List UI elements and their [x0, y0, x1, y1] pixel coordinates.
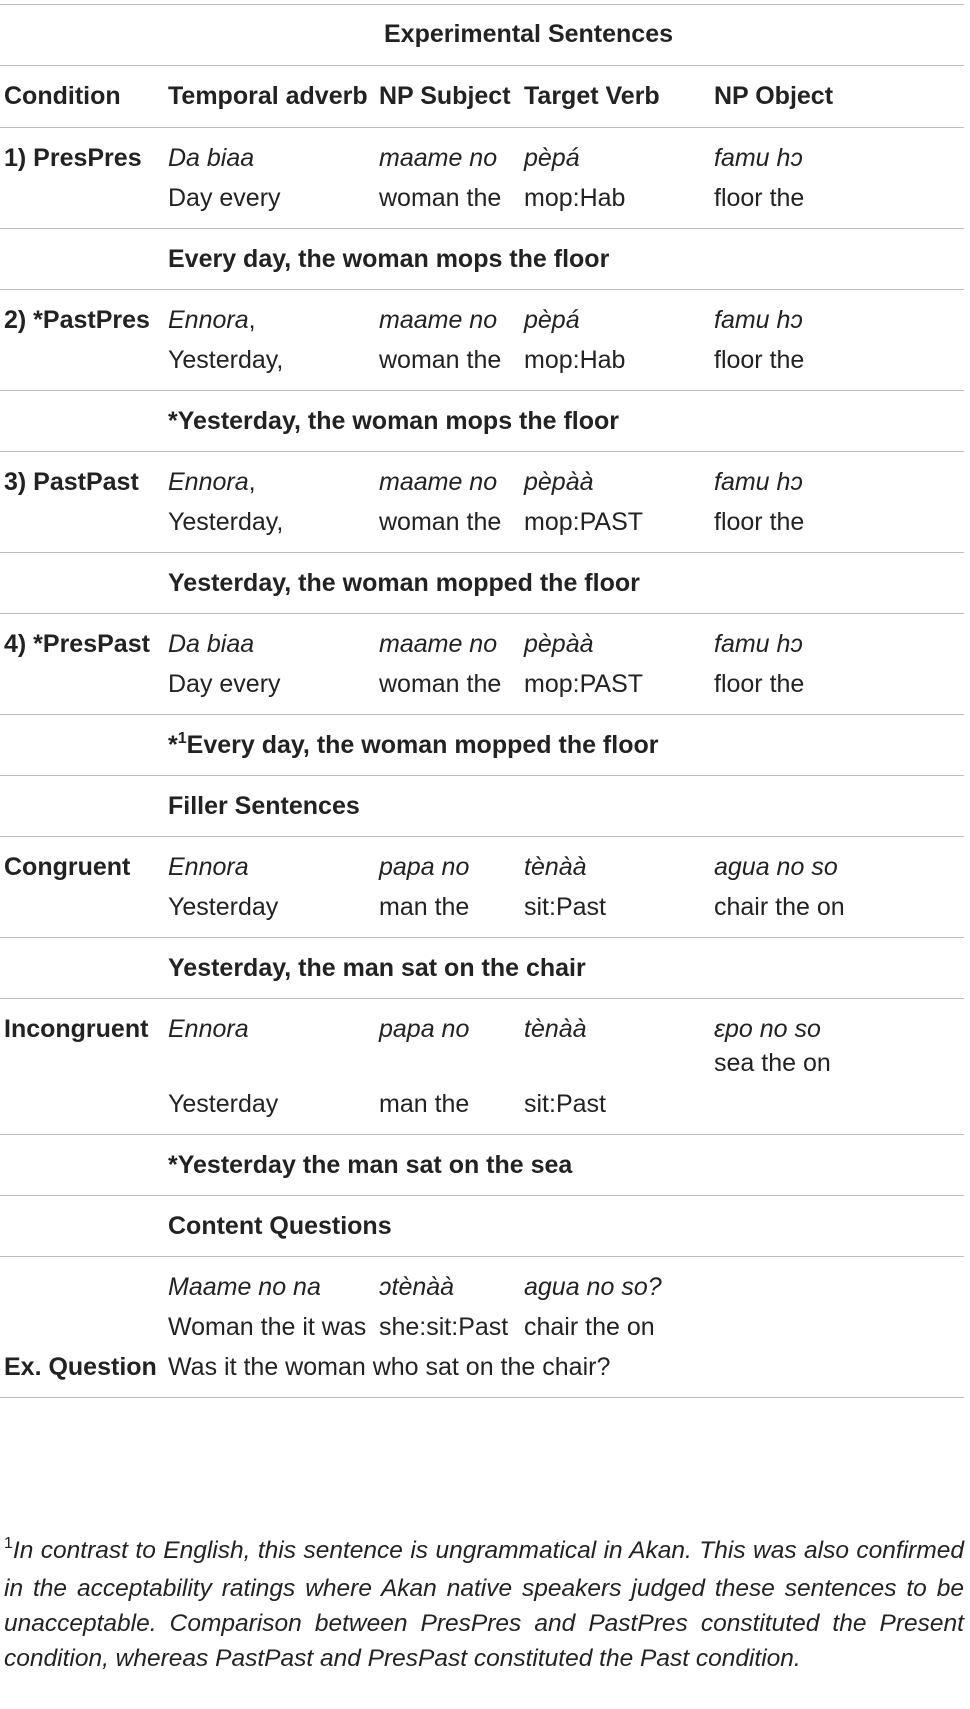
footnote-marker: 1: [4, 1535, 13, 1552]
akan-question-verb: ɔtènàà: [379, 1273, 455, 1301]
asterisk-marker: *: [168, 731, 178, 759]
footnote-marker: 1: [177, 730, 187, 747]
gloss-adverb: Day every: [168, 670, 281, 698]
akan-verb: tènàà: [524, 853, 587, 881]
condition-label: 1) PresPres: [4, 144, 142, 172]
header-target-verb: Target Verb: [524, 82, 660, 110]
gloss-subject: woman the: [379, 346, 502, 374]
akan-adverb-comma: ,: [248, 306, 256, 334]
akan-verb: tènàà: [524, 1015, 587, 1043]
gloss-object: sea the on: [714, 1049, 831, 1077]
row-divider: [0, 228, 964, 229]
gloss-adverb: Yesterday: [168, 1090, 279, 1118]
akan-adverb-comma: ,: [248, 468, 256, 496]
gloss-verb: mop:PAST: [524, 670, 644, 698]
english-translation: Every day, the woman mops the floor: [168, 245, 610, 273]
akan-subject: papa no: [379, 853, 470, 881]
gloss-adverb: Yesterday: [168, 893, 279, 921]
gloss-subject: man the: [379, 1090, 470, 1118]
row-divider: [0, 451, 964, 452]
akan-object: famu hɔ: [714, 468, 803, 496]
example-question-text: Was it the woman who sat on the chair?: [168, 1353, 611, 1381]
condition-label: Congruent: [4, 853, 131, 881]
row-divider: [0, 836, 964, 837]
akan-subject: maame no: [379, 306, 498, 334]
row-divider: [0, 775, 964, 776]
gloss-object: floor the: [714, 670, 805, 698]
gloss-question-part: Woman the it was: [168, 1313, 367, 1341]
row-divider: [0, 390, 964, 391]
condition-label: 2) *PastPres: [4, 306, 150, 334]
footnote-text: In contrast to English, this sentence is ungrammatical in Akan. This was also confirmed in the acceptability ratings where Akan native speakers judged these sentences to be unacceptable. Comparison between PresPres and PastPres constituted the Present condition, whereas PastPast and PresPast constituted the Past condition.: [4, 1537, 964, 1672]
row-divider: [0, 552, 964, 553]
header-np-subject: NP Subject: [379, 82, 511, 110]
condition-label: 4) *PresPast: [4, 630, 150, 658]
gloss-object: floor the: [714, 508, 805, 536]
row-divider: [0, 998, 964, 999]
gloss-adverb: Yesterday,: [168, 508, 284, 536]
condition-label: Incongruent: [4, 1015, 149, 1043]
gloss-subject: woman the: [379, 508, 502, 536]
akan-question-part: Maame no na: [168, 1273, 321, 1301]
gloss-subject: woman the: [379, 184, 502, 212]
header-np-object: NP Object: [714, 82, 834, 110]
condition-label: 3) PastPast: [4, 468, 139, 496]
gloss-question-object: chair the on: [524, 1313, 655, 1341]
row-divider: [0, 937, 964, 938]
akan-adverb: Da biaa: [168, 144, 255, 172]
rule-spanner: [0, 65, 964, 66]
gloss-object: floor the: [714, 184, 805, 212]
akan-verb: pèpá: [524, 306, 580, 334]
filler-heading: Filler Sentences: [168, 792, 360, 820]
translation-text: Every day, the woman mopped the floor: [186, 731, 659, 759]
akan-adverb: Ennora: [168, 853, 249, 881]
gloss-verb: mop:PAST: [524, 508, 644, 536]
row-divider: [0, 714, 964, 715]
gloss-adverb: Day every: [168, 184, 281, 212]
spanner-heading: Experimental Sentences: [384, 20, 674, 48]
akan-adverb-word: Ennora: [168, 468, 249, 496]
rule-header: [0, 127, 964, 128]
akan-adverb-word: Ennora: [168, 306, 249, 334]
row-divider: [0, 289, 964, 290]
akan-object: famu hɔ: [714, 630, 803, 658]
english-translation: Yesterday, the woman mopped the floor: [168, 569, 640, 597]
table-footnote: [4, 1533, 964, 1676]
akan-object: agua no so: [714, 853, 838, 881]
akan-object: famu hɔ: [714, 144, 803, 172]
gloss-verb: mop:Hab: [524, 346, 626, 374]
akan-adverb: [168, 466, 256, 498]
akan-adverb: [168, 304, 256, 336]
gloss-object: chair the on: [714, 893, 845, 921]
gloss-subject: woman the: [379, 670, 502, 698]
gloss-verb: sit:Past: [524, 1090, 606, 1118]
content-heading: Content Questions: [168, 1212, 392, 1240]
akan-verb: pèpá: [524, 144, 580, 172]
akan-subject: maame no: [379, 630, 498, 658]
row-divider: [0, 1256, 964, 1257]
row-divider: [0, 613, 964, 614]
gloss-verb: sit:Past: [524, 893, 606, 921]
akan-subject: maame no: [379, 144, 498, 172]
akan-verb: pèpàà: [524, 468, 594, 496]
gloss-question-verb: she:sit:Past: [379, 1313, 509, 1341]
gloss-object: floor the: [714, 346, 805, 374]
rule-bottom: [0, 1397, 964, 1398]
akan-object: ɛpo no so: [714, 1015, 821, 1043]
gloss-adverb: Yesterday,: [168, 346, 284, 374]
english-translation: [168, 729, 658, 765]
row-divider: [0, 1134, 964, 1135]
gloss-verb: mop:Hab: [524, 184, 626, 212]
akan-object: famu hɔ: [714, 306, 803, 334]
row-divider: [0, 1195, 964, 1196]
akan-subject: papa no: [379, 1015, 470, 1043]
rule-top: [0, 4, 964, 5]
akan-adverb: Ennora: [168, 1015, 249, 1043]
header-temporal-adverb: Temporal adverb: [168, 82, 368, 110]
example-question-label: Ex. Question: [4, 1353, 157, 1381]
gloss-subject: man the: [379, 893, 470, 921]
akan-verb: pèpàà: [524, 630, 594, 658]
akan-subject: maame no: [379, 468, 498, 496]
header-condition: Condition: [4, 82, 121, 110]
english-translation: Yesterday, the man sat on the chair: [168, 954, 586, 982]
akan-question-object: agua no so?: [524, 1273, 662, 1301]
akan-adverb: Da biaa: [168, 630, 255, 658]
english-translation: *Yesterday the man sat on the sea: [168, 1151, 573, 1179]
english-translation: *Yesterday, the woman mops the floor: [168, 407, 620, 435]
